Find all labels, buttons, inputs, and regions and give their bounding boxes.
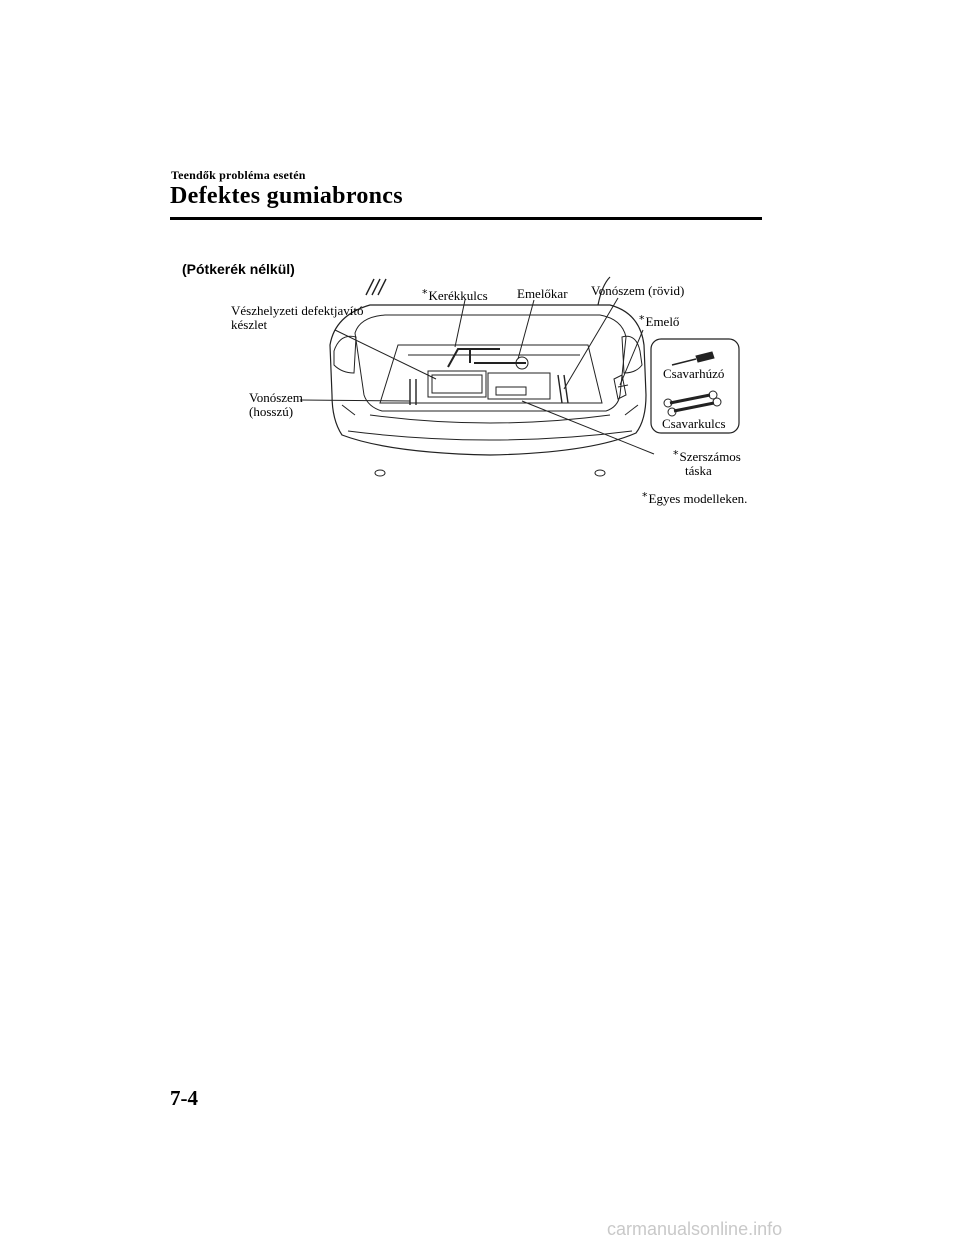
label-screwdriver: Csavarhúzó bbox=[663, 366, 725, 381]
asterisk-marker: * bbox=[673, 448, 679, 461]
label-tool-bag-line1: Szerszámos bbox=[679, 449, 741, 464]
label-lug-wrench-text: Kerékkulcs bbox=[428, 288, 488, 303]
label-tool-bag-line2: táska bbox=[685, 463, 712, 478]
label-emergency-kit bbox=[231, 304, 363, 332]
page-number: 7-4 bbox=[170, 1086, 198, 1110]
label-towing-hook-long-line1: Vonószem bbox=[249, 390, 303, 405]
label-towing-hook-short: Vonószem (rövid) bbox=[591, 283, 685, 298]
section-label: Teendők probléma esetén bbox=[171, 168, 306, 182]
label-jack-handle: Emelőkar bbox=[517, 286, 568, 301]
figure-caption: (Pótkerék nélkül) bbox=[182, 261, 295, 277]
footnote bbox=[642, 490, 747, 506]
heading-divider bbox=[170, 217, 762, 220]
label-lug-wrench bbox=[422, 287, 488, 303]
label-tool-bag bbox=[673, 448, 741, 478]
label-jack bbox=[639, 313, 679, 329]
label-jack-text: Emelő bbox=[645, 314, 680, 329]
label-wrench: Csavarkulcs bbox=[662, 416, 726, 431]
label-emergency-kit-line2: készlet bbox=[231, 317, 268, 332]
page-heading: Defektes gumiabroncs bbox=[170, 183, 403, 209]
asterisk-marker: * bbox=[422, 287, 428, 300]
footnote-text: Egyes modelleken. bbox=[648, 491, 748, 506]
label-towing-hook-long bbox=[249, 391, 303, 419]
asterisk-marker: * bbox=[642, 490, 648, 503]
label-towing-hook-long-line2: (hosszú) bbox=[249, 404, 294, 419]
label-emergency-kit-line1: Vészhelyzeti defektjavító bbox=[231, 303, 364, 318]
asterisk-marker: * bbox=[639, 313, 645, 326]
trunk-tools-figure bbox=[170, 255, 770, 515]
watermark: carmanualsonline.info bbox=[607, 1219, 783, 1239]
